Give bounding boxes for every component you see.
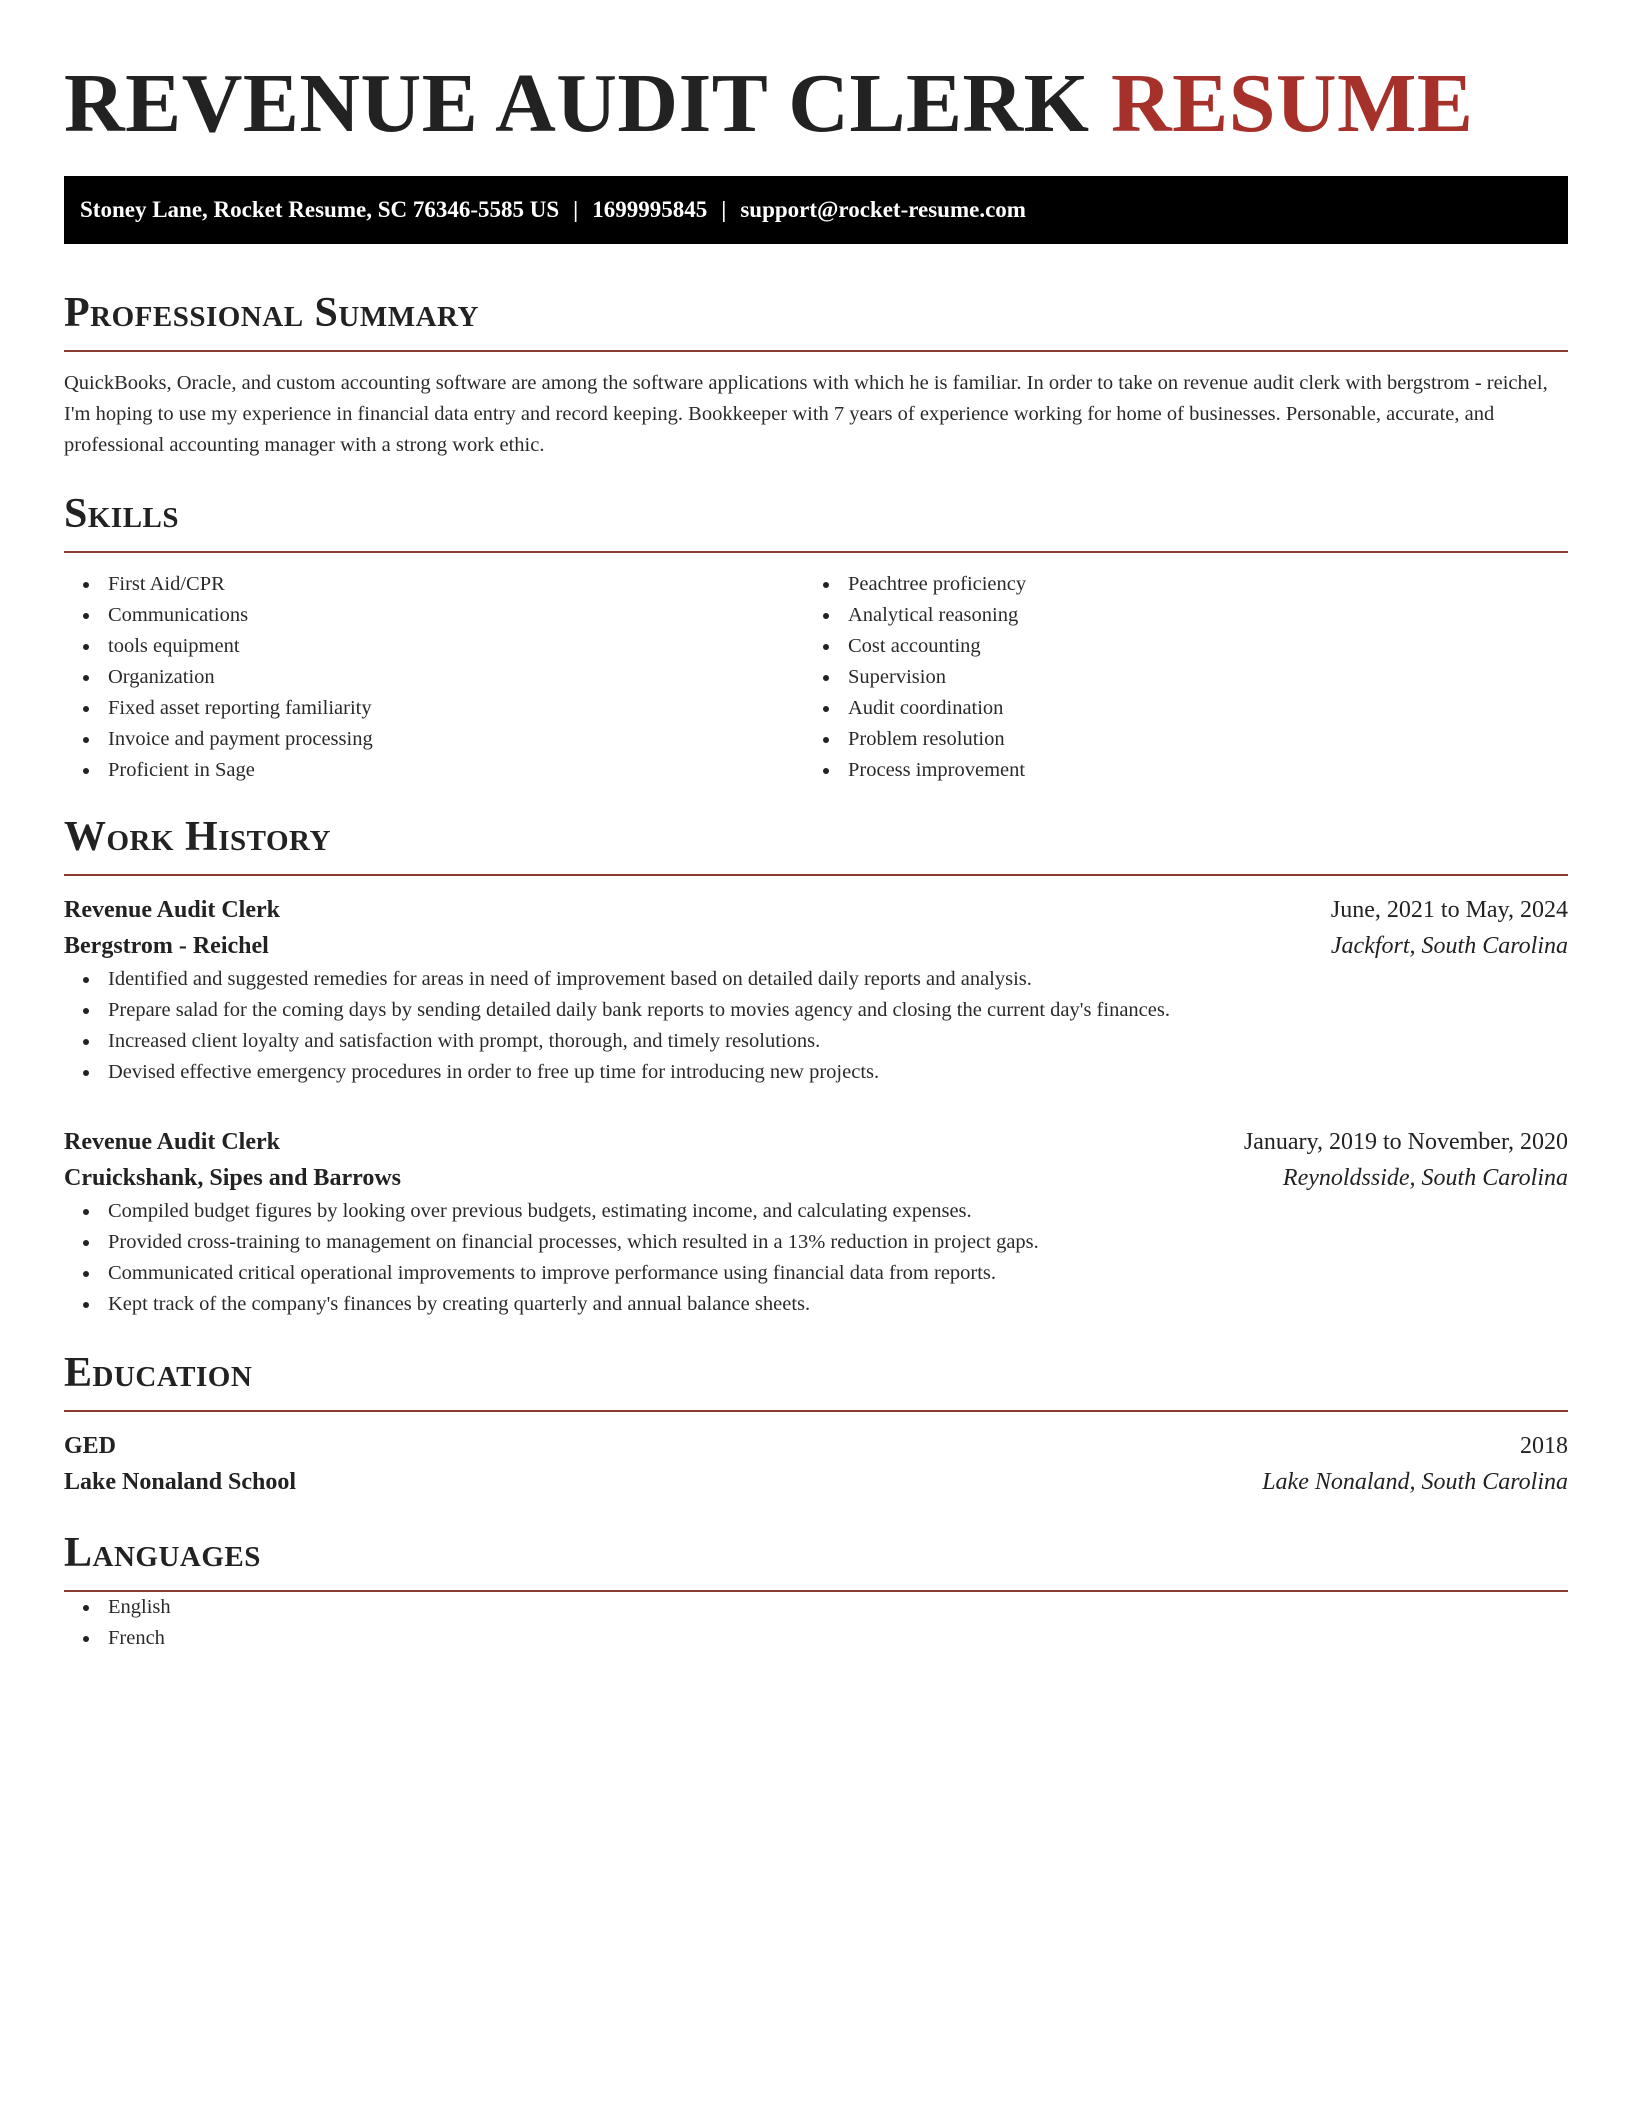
education-heading: Education [64, 1350, 253, 1396]
contact-phone: 1699995845 [592, 197, 708, 222]
summary-heading: Professional Summary [64, 290, 479, 336]
job-header-row [64, 1124, 1568, 1160]
job-entry [64, 1124, 1568, 1320]
job-title: Revenue Audit Clerk [64, 897, 280, 923]
job-company-row [64, 1160, 1568, 1196]
job-company: Bergstrom - Reichel [64, 933, 269, 959]
skill-item: Fixed asset reporting familiarity [64, 693, 804, 724]
skills-heading: Skills [64, 491, 180, 537]
job-location: Reynoldsside, South Carolina [1282, 1165, 1568, 1191]
skill-item: First Aid/CPR [64, 569, 804, 600]
education-school: Lake Nonaland School [64, 1469, 297, 1495]
language-item: English [64, 1592, 1568, 1623]
work-history-heading: Work History [64, 814, 331, 860]
summary-section [64, 288, 1568, 461]
education-section [64, 1348, 1568, 1500]
job-entry [64, 892, 1568, 1088]
resume-title [64, 0, 1568, 150]
job-bullet-list [64, 964, 1568, 1088]
job-header-row [64, 892, 1568, 928]
education-header-row [64, 1428, 1568, 1464]
job-company: Cruickshank, Sipes and Barrows [64, 1165, 401, 1191]
skill-item: Analytical reasoning [804, 600, 1544, 631]
education-degree: GED [64, 1433, 117, 1459]
skills-section [64, 489, 1568, 786]
education-location: Lake Nonaland, South Carolina [1262, 1469, 1568, 1495]
skill-item: Peachtree proficiency [804, 569, 1544, 600]
job-bullet-list [64, 1196, 1568, 1320]
skills-list-left [64, 569, 804, 786]
skill-item: Audit coordination [804, 693, 1544, 724]
skill-item: Supervision [804, 662, 1544, 693]
skill-item: Process improvement [804, 755, 1544, 786]
work-history-section [64, 812, 1568, 1320]
title-accent: RESUME [1111, 57, 1474, 150]
summary-text: QuickBooks, Oracle, and custom accounting software are among the software applications with which he is familiar. In order to take on revenue audit clerk with bergstrom - reichel, I'm hoping to use my experience in financial data entry and record keeping. Bookkeeper with 7 years of experience working for home of businesses. Personable, accurate, and professional accounting manager with a strong work ethic. [64, 372, 1548, 456]
job-bullet: Identified and suggested remedies for areas in need of improvement based on detailed daily reports and analysis. [64, 964, 1568, 995]
education-year: 2018 [1520, 1433, 1568, 1459]
skills-list-right [804, 569, 1544, 786]
job-location: Jackfort, South Carolina [1330, 933, 1568, 959]
languages-heading: Languages [64, 1530, 261, 1576]
job-bullet: Devised effective emergency procedures in order to free up time for introducing new projects. [64, 1057, 1568, 1088]
contact-email: support@rocket-resume.com [740, 197, 1026, 222]
job-bullet: Prepare salad for the coming days by sending detailed daily bank reports to movies agency and closing the current day's finances. [64, 995, 1568, 1026]
skill-item: Invoice and payment processing [64, 724, 804, 755]
skill-item: Proficient in Sage [64, 755, 804, 786]
job-bullet: Compiled budget figures by looking over previous budgets, estimating income, and calculating expenses. [64, 1196, 1568, 1227]
contact-separator: | [573, 197, 579, 222]
skill-item: Communications [64, 600, 804, 631]
title-main: REVENUE AUDIT CLERK [64, 57, 1090, 150]
skills-grid [64, 569, 1568, 786]
contact-address: Stoney Lane, Rocket Resume, SC 76346-5585 US [80, 197, 560, 222]
section-divider [64, 551, 1568, 553]
job-company-row [64, 928, 1568, 964]
skill-item: Cost accounting [804, 631, 1544, 662]
job-dates: June, 2021 to May, 2024 [1330, 897, 1568, 923]
job-bullet: Kept track of the company's finances by creating quarterly and annual balance sheets. [64, 1289, 1568, 1320]
contact-separator: | [721, 197, 727, 222]
section-divider [64, 350, 1568, 352]
skill-item: Organization [64, 662, 804, 693]
languages-list [64, 1592, 1568, 1654]
language-item: French [64, 1623, 1568, 1654]
skill-item: tools equipment [64, 631, 804, 662]
education-entry [64, 1428, 1568, 1500]
section-divider [64, 1410, 1568, 1412]
education-school-row [64, 1464, 1568, 1500]
languages-section [64, 1528, 1568, 1654]
job-bullet: Increased client loyalty and satisfaction with prompt, thorough, and timely resolutions. [64, 1026, 1568, 1057]
skill-item: Problem resolution [804, 724, 1544, 755]
job-dates: January, 2019 to November, 2020 [1243, 1129, 1568, 1155]
job-bullet: Communicated critical operational improvements to improve performance using financial data from reports. [64, 1258, 1568, 1289]
contact-bar [64, 176, 1568, 244]
section-divider [64, 874, 1568, 876]
resume-page [64, 0, 1568, 1654]
job-bullet: Provided cross-training to management on financial processes, which resulted in a 13% reduction in project gaps. [64, 1227, 1568, 1258]
job-title: Revenue Audit Clerk [64, 1129, 280, 1155]
